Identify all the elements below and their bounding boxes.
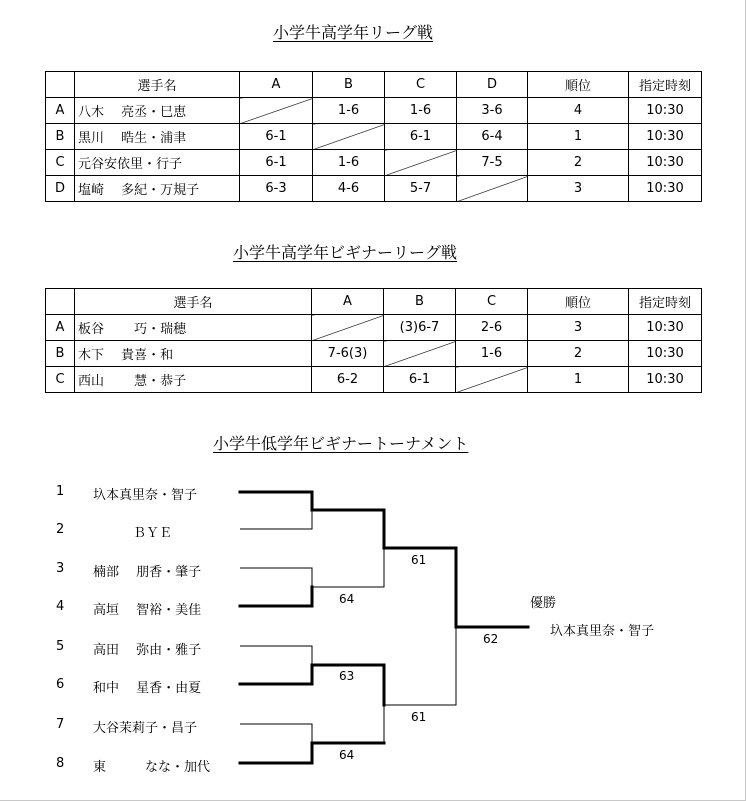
match-score: 64	[339, 748, 355, 762]
header-rank: 順位	[528, 72, 629, 98]
rank-cell: 1	[528, 124, 629, 150]
bracket-line-r1-m1	[240, 492, 312, 529]
match-score: 62	[483, 632, 499, 646]
player-name: 楠部 朋香・肇子	[93, 565, 202, 580]
score-cell: (3)6-7	[384, 315, 456, 341]
player-name: 塩崎 多紀・万規子	[75, 176, 240, 202]
row-id: A	[46, 315, 75, 341]
player-name: 板谷 巧・瑞穂	[75, 315, 312, 341]
score-cell: 1-6	[385, 98, 457, 124]
rank-cell: 3	[528, 315, 629, 341]
match-score: 61	[411, 710, 427, 724]
rank-cell: 1	[528, 367, 629, 393]
time-cell: 10:30	[629, 341, 702, 367]
player-name: 高垣 智裕・美佳	[93, 603, 202, 618]
player-name: ＢＹＥ	[133, 526, 173, 541]
row-id: B	[46, 341, 75, 367]
match-score: 61	[411, 553, 427, 567]
header-time: 指定時刻	[629, 72, 702, 98]
score-cell: 7-6(3)	[312, 341, 384, 367]
player-name: 八木 亮丞・巳恵	[75, 98, 240, 124]
row-id: D	[46, 176, 75, 202]
seed-number: 2	[56, 522, 65, 537]
player-name: 和中 星香・由夏	[93, 681, 202, 696]
seed-number: 6	[56, 677, 65, 692]
header-time: 指定時刻	[629, 289, 702, 315]
row-id: B	[46, 124, 75, 150]
header-b: B	[384, 289, 456, 315]
bracket-line-r2-m1	[312, 510, 384, 587]
score-cell: 6-1	[240, 150, 313, 176]
player-name: 元谷安依里・行子	[75, 150, 240, 176]
seed-number: 5	[56, 639, 65, 654]
score-cell: 7-5	[457, 150, 528, 176]
bracket-line-r1-m2	[240, 568, 312, 606]
time-cell: 10:30	[629, 367, 702, 393]
seed-number: 7	[56, 717, 65, 732]
league2-title: 小学牛高学年ビギナーリーグ戦	[233, 243, 458, 262]
seed-number: 1	[56, 484, 65, 499]
score-cell: 4-6	[313, 176, 385, 202]
row-id: A	[46, 98, 75, 124]
tournament-title: 小学牛低学年ビギナートーナメント	[213, 434, 469, 453]
rank-cell: 2	[528, 150, 629, 176]
header-c: C	[456, 289, 528, 315]
time-cell: 10:30	[629, 315, 702, 341]
header-a: A	[240, 72, 313, 98]
league1-title: 小学牛高学年リーグ戦	[273, 23, 434, 42]
header-b: B	[313, 72, 385, 98]
winner-name: 圦本真里奈・智子	[550, 624, 655, 639]
time-cell: 10:30	[629, 150, 702, 176]
time-cell: 10:30	[629, 98, 702, 124]
rank-cell: 4	[528, 98, 629, 124]
header-rank: 順位	[528, 289, 629, 315]
score-cell: 6-1	[385, 124, 457, 150]
score-cell: 1-6	[313, 98, 385, 124]
score-cell: 6-2	[312, 367, 384, 393]
row-id: C	[46, 367, 75, 393]
bracket-line-sf	[384, 548, 456, 705]
seed-number: 3	[56, 561, 65, 576]
score-cell: 5-7	[385, 176, 457, 202]
player-name: 黒川 晧生・浦聿	[75, 124, 240, 150]
rank-cell: 2	[528, 341, 629, 367]
match-score: 64	[339, 592, 355, 606]
seed-number: 8	[56, 756, 65, 771]
time-cell: 10:30	[629, 124, 702, 150]
score-cell: 6-1	[240, 124, 313, 150]
rank-cell: 3	[528, 176, 629, 202]
score-cell: 3-6	[457, 98, 528, 124]
seed-number: 4	[56, 599, 65, 614]
winner-path-8	[240, 743, 384, 763]
player-name: 木下 貴喜・和	[75, 341, 312, 367]
score-cell: 6-3	[240, 176, 313, 202]
player-name: 高田 弥由・雅子	[93, 643, 202, 658]
header-player-name: 選手名	[75, 289, 312, 315]
bracket-line-r1-m3	[240, 646, 312, 684]
winner-label: 優勝	[530, 596, 557, 611]
time-cell: 10:30	[629, 176, 702, 202]
winner-path-6	[240, 665, 384, 705]
score-cell: 6-4	[457, 124, 528, 150]
score-cell: 2-6	[456, 315, 528, 341]
match-score: 63	[339, 669, 355, 683]
row-id: C	[46, 150, 75, 176]
player-name: 圦本真里奈・智子	[93, 488, 198, 503]
score-cell: 6-1	[384, 367, 456, 393]
header-c: C	[385, 72, 457, 98]
score-cell: 1-6	[456, 341, 528, 367]
bracket-line-r1-m4	[240, 724, 312, 763]
header-player-name: 選手名	[75, 72, 240, 98]
player-name: 大谷茉莉子・昌子	[93, 721, 198, 736]
player-name: 西山 慧・恭子	[75, 367, 312, 393]
header-a: A	[312, 289, 384, 315]
header-d: D	[457, 72, 528, 98]
score-cell: 1-6	[313, 150, 385, 176]
player-name: 東 なな・加代	[93, 760, 211, 775]
winner-path-4	[240, 587, 312, 606]
